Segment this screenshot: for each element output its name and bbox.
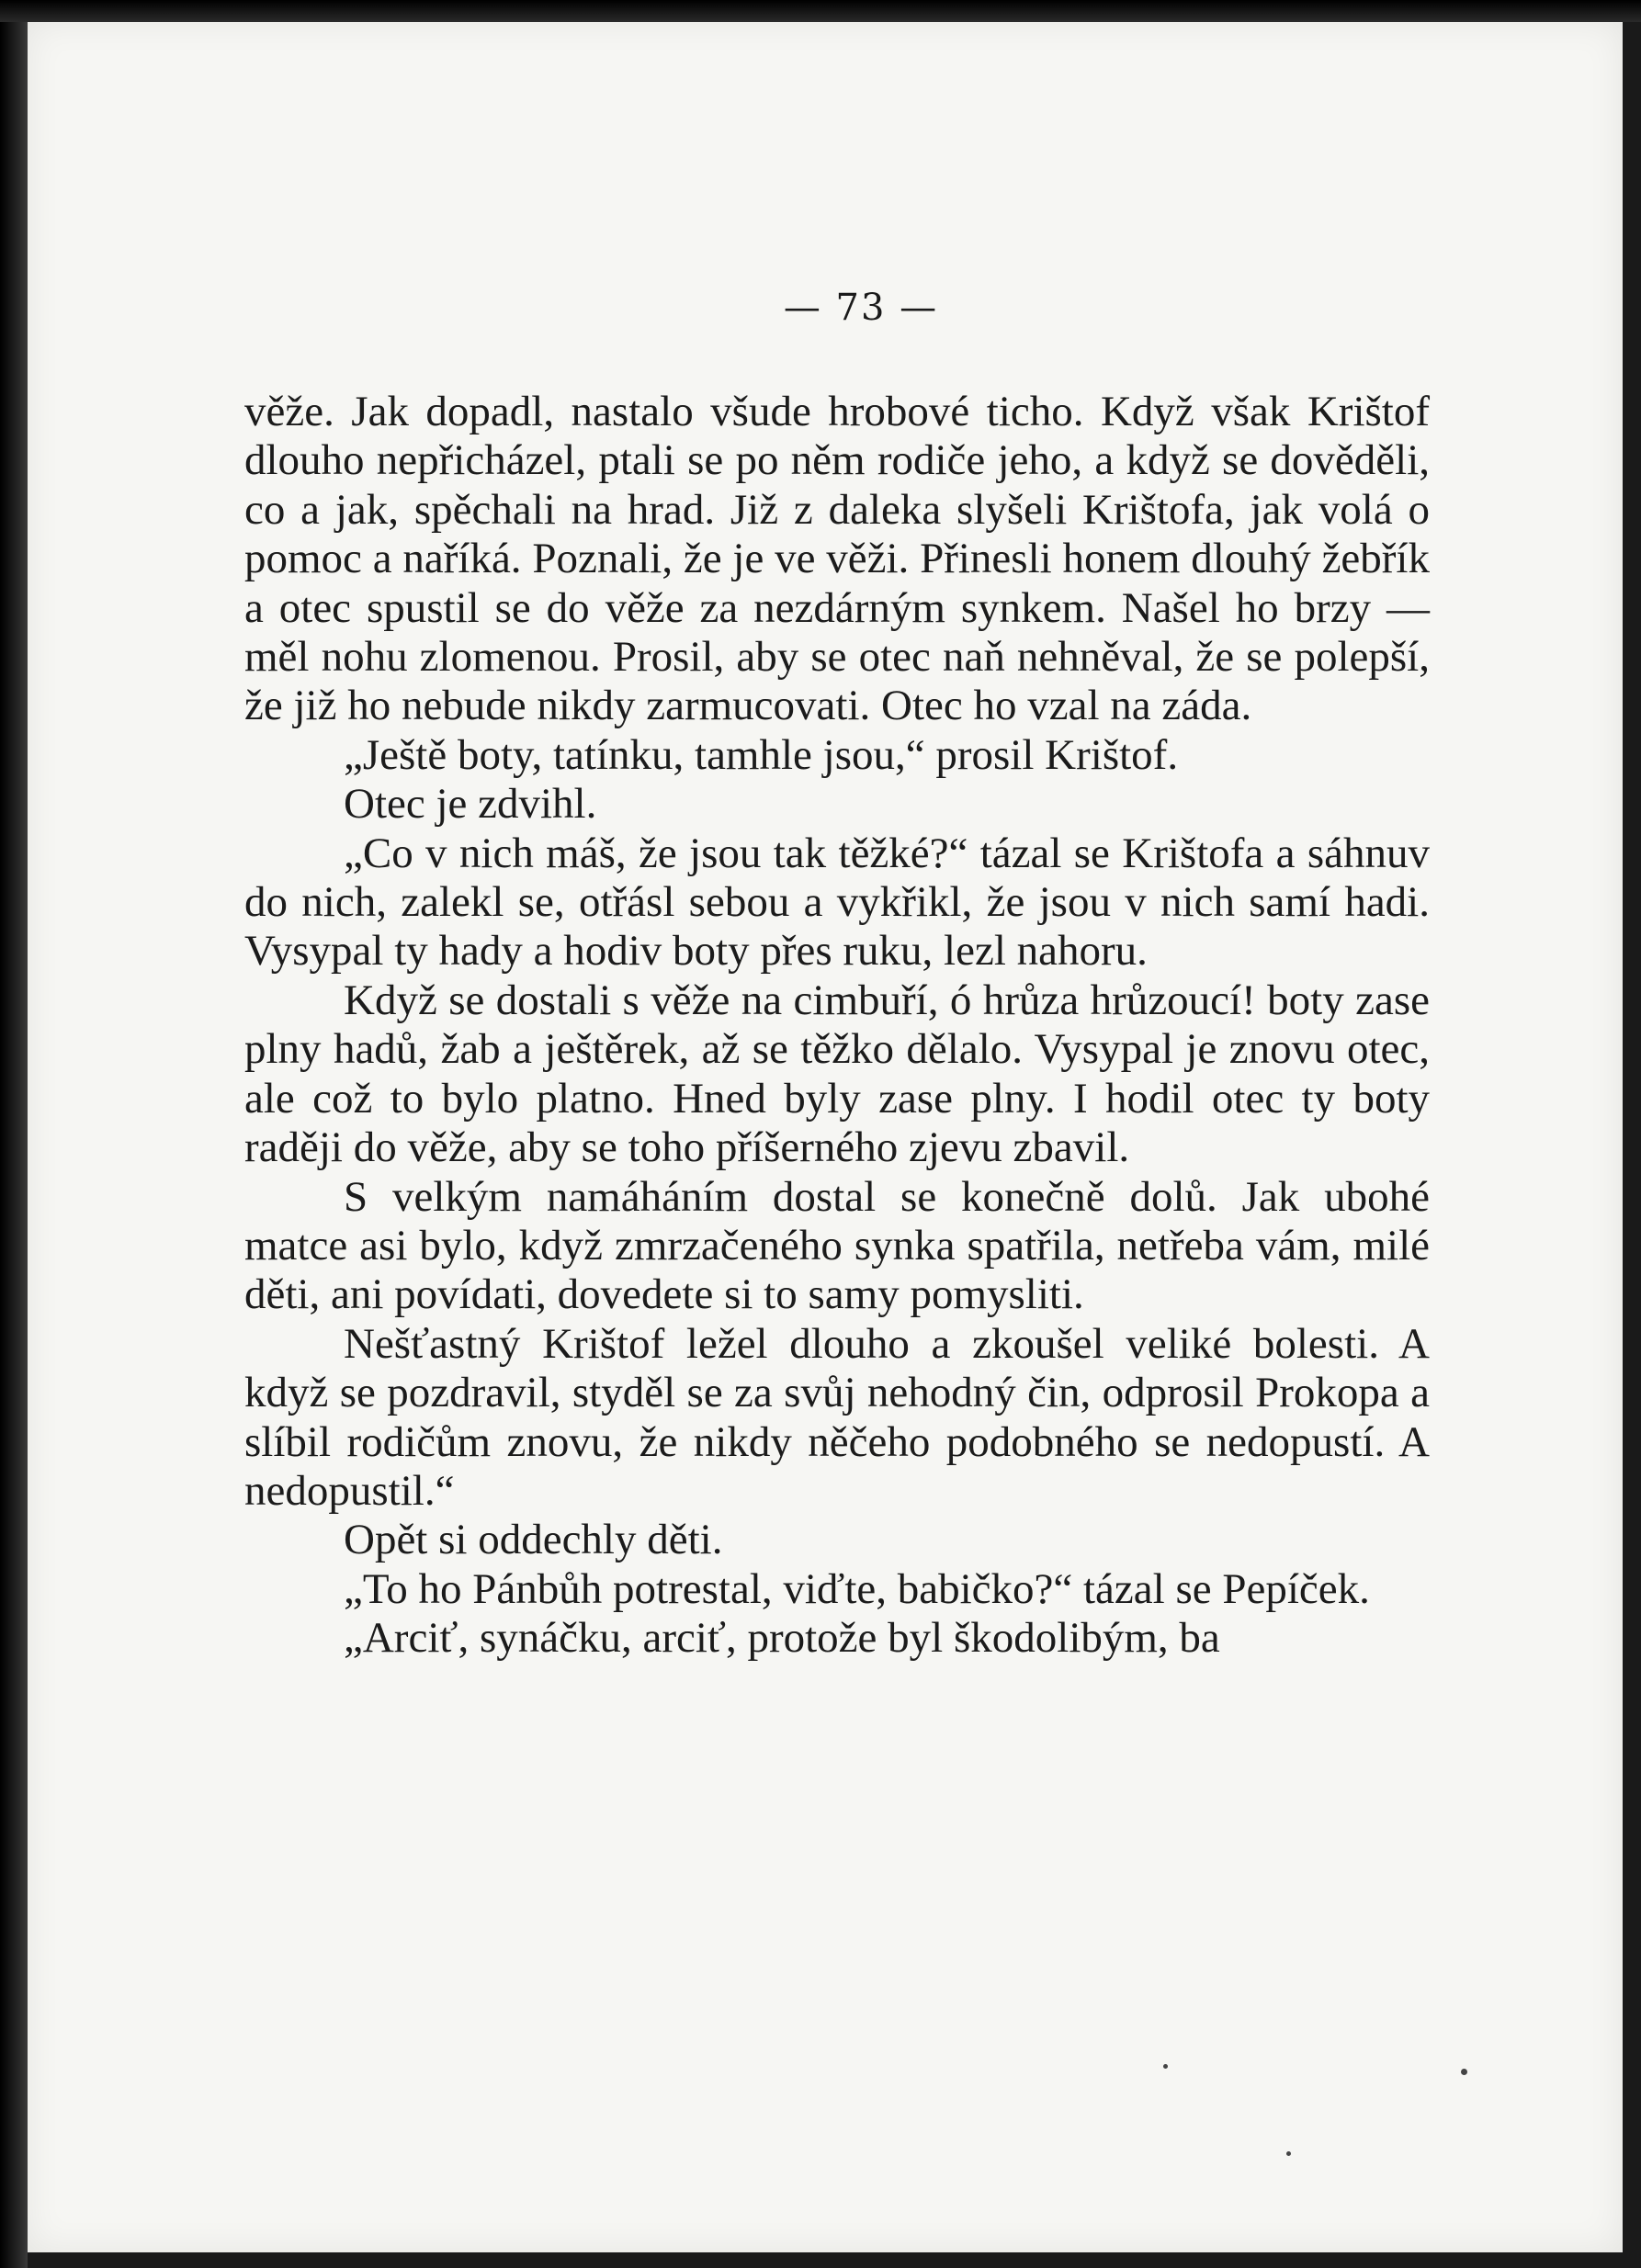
paragraph: „Arciť, synáčku, arciť, protože byl škodolibým, ba <box>344 1614 1220 1663</box>
scan-left-edge <box>0 0 28 2268</box>
body-text <box>244 388 1430 1664</box>
paragraph: „Ještě boty, tatínku, tamhle jsou,“ prosil Krištof. <box>344 730 1179 779</box>
scan-top-edge <box>0 0 1641 22</box>
dust-speck <box>1461 2069 1467 2075</box>
paragraph: Opět si oddechly děti. <box>344 1516 723 1564</box>
dust-speck <box>1163 2064 1168 2069</box>
paragraph: „To ho Pánbůh potrestal, viďte, babičko?“ tázal se Pepíček. <box>344 1564 1370 1613</box>
dust-speck <box>1286 2151 1291 2156</box>
paragraph: Když se dostali s věže na cimbuří, ó hrůza hrůzoucí! boty zase plny hadů, žab a ještěrek, až se těžko dělalo. Vysypal je znovu otec, ale což to bylo platno. Hned byly zase plny. I hodil otec ty boty raději do věže, aby se toho příšerného zjevu zbavil. <box>244 976 1430 1172</box>
paragraph: Nešťastný Krištof ležel dlouho a zkoušel veliké bolesti. A když se pozdravil, styděl se za svůj nehodný čin, odprosil Prokopa a slíbil rodičům znovu, že nikdy něčeho podobného se nedopustí. A nedopustil.“ <box>244 1319 1430 1515</box>
book-page <box>26 20 1623 2252</box>
paragraph: věže. Jak dopadl, nastalo všude hrobové ticho. Když však Krištof dlouho nepřicházel, ptali se po něm rodiče jeho, a když se dověděli, co a jak, spěchali na hrad. Již z daleka slyšeli Krištofa, jak volá o pomoc a naříká. Poznali, že je ve věži. Přinesli honem dlouhý žebřík a otec spustil se do věže za nezdárným synkem. Našel ho brzy — měl nohu zlomenou. Prosil, aby se otec naň nehněval, že se polepší, že již ho nebude nikdy zarmucovati. Otec ho vzal na záda. <box>244 388 1430 730</box>
paragraph: „Co v nich máš, že jsou tak těžké?“ tázal se Krištofa a sáhnuv do nich, zalekl se, otřásl sebou a vykřikl, že jsou v nich samí hadi. Vysypal ty hady a hodiv boty přes ruku, lezl nahoru. <box>244 829 1430 976</box>
paragraph: Otec je zdvihl. <box>344 780 597 829</box>
paragraph: S velkým namáháním dostal se konečně dolů. Jak ubohé matce asi bylo, když zmrzačeného synka spatřila, netřeba vám, milé děti, ani povídati, dovedete si to samy pomysliti. <box>244 1172 1430 1319</box>
page-number: — 73 — <box>783 287 939 329</box>
